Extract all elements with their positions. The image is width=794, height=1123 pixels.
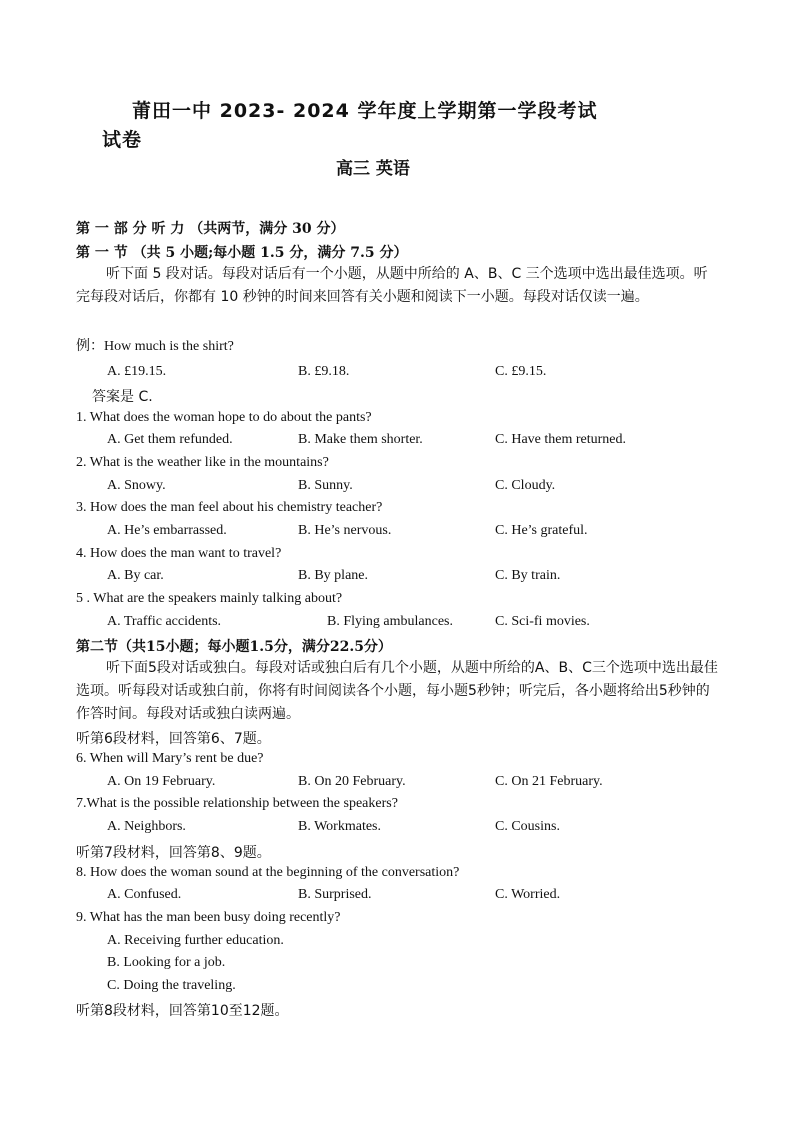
example-answer: 答案是 C. (92, 389, 153, 405)
question-1: 1. What does the woman hope to do about the pants? (76, 410, 372, 425)
q2-option-a: A. Snowy. (107, 478, 166, 493)
q7-option-a: A. Neighbors. (107, 819, 186, 834)
question-6: 6. When will Mary’s rent be due? (76, 751, 264, 766)
section1-heading: 第 一 节 （共 5 小题;每小题 1.5 分，满分 7.5 分） (76, 245, 408, 261)
question-7: 7.What is the possible relationship between the speakers? (76, 796, 398, 811)
q7-option-c: C. Cousins. (495, 819, 560, 834)
example-question: 例：How much is the shirt? (76, 339, 234, 354)
q1-option-c: C. Have them returned. (495, 432, 627, 447)
section2-instructions: 听下面5段对话或独白。每段对话或独白后有几个小题，从题中所给的A、B、C三个选项中选出最佳选项。听每段对话或独白前，你将有时间阅读各个小题，每小题5秒钟；听完后，各小题将给出5秒钟的作答时间。每段对话或独白读两遍。 (76, 660, 718, 722)
example-option-c: C. £9.15. (495, 364, 547, 379)
q3-option-c: C. He’s grateful. (495, 523, 588, 538)
question-2: 2. What is the weather like in the mountains? (76, 455, 329, 470)
q4-option-c: C. By train. (495, 568, 561, 583)
section2-heading: 第二节（共15小题；每小题1.5分，满分22.5分） (76, 639, 392, 655)
material-8-note: 听第8段材料，回答第10至12题。 (76, 1003, 289, 1019)
q6-option-b: B. On 20 February. (298, 774, 406, 789)
part1-heading: 第 一 部 分 听 力 （共两节，满分 30 分） (76, 221, 345, 237)
q9-option-b: B. Looking for a job. (107, 955, 226, 970)
material-6-note: 听第6段材料，回答第6、7题。 (76, 731, 271, 747)
q9-option-c: C. Doing the traveling. (107, 978, 236, 993)
q5-option-b: B. Flying ambulances. (327, 614, 453, 629)
exam-subtitle: 高三 英语 (336, 159, 410, 179)
question-8: 8. How does the woman sound at the beginning of the conversation? (76, 865, 460, 880)
example-option-b: B. £9.18. (298, 364, 350, 379)
q5-option-c: C. Sci-fi movies. (495, 614, 590, 629)
question-9: 9. What has the man been busy doing recently? (76, 910, 341, 925)
q6-option-c: C. On 21 February. (495, 774, 603, 789)
q7-option-b: B. Workmates. (298, 819, 381, 834)
q9-option-a: A. Receiving further education. (107, 933, 284, 948)
q1-option-a: A. Get them refunded. (107, 432, 233, 447)
material-7-note: 听第7段材料，回答第8、9题。 (76, 845, 271, 861)
q5-option-a: A. Traffic accidents. (107, 614, 222, 629)
q8-option-c: C. Worried. (495, 887, 561, 902)
q8-option-a: A. Confused. (107, 887, 182, 902)
q6-option-a: A. On 19 February. (107, 774, 216, 789)
q4-option-a: A. By car. (107, 568, 164, 583)
q3-option-b: B. He’s nervous. (298, 523, 392, 538)
q3-option-a: A. He’s embarrassed. (107, 523, 227, 538)
exam-title-line1: 莆田一中 2023- 2024 学年度上学期第一学段考试 (132, 100, 598, 122)
q1-option-b: B. Make them shorter. (298, 432, 423, 447)
exam-title-line2: 试卷 (102, 129, 143, 151)
example-option-a: A. £19.15. (107, 364, 167, 379)
question-3: 3. How does the man feel about his chemistry teacher? (76, 500, 383, 515)
q2-option-c: C. Cloudy. (495, 478, 556, 493)
q8-option-b: B. Surprised. (298, 887, 372, 902)
section1-instructions: 听下面 5 段对话。每段对话后有一个小题，从题中所给的 A、B、C 三个选项中选出最佳选项。听完每段对话后，你都有 10 秒钟的时间来回答有关小题和阅读下一小题。每段对话仅读一遍。 (76, 266, 708, 305)
q4-option-b: B. By plane. (298, 568, 368, 583)
question-5: 5 . What are the speakers mainly talking about? (76, 591, 343, 606)
q2-option-b: B. Sunny. (298, 478, 353, 493)
question-4: 4. How does the man want to travel? (76, 546, 282, 561)
